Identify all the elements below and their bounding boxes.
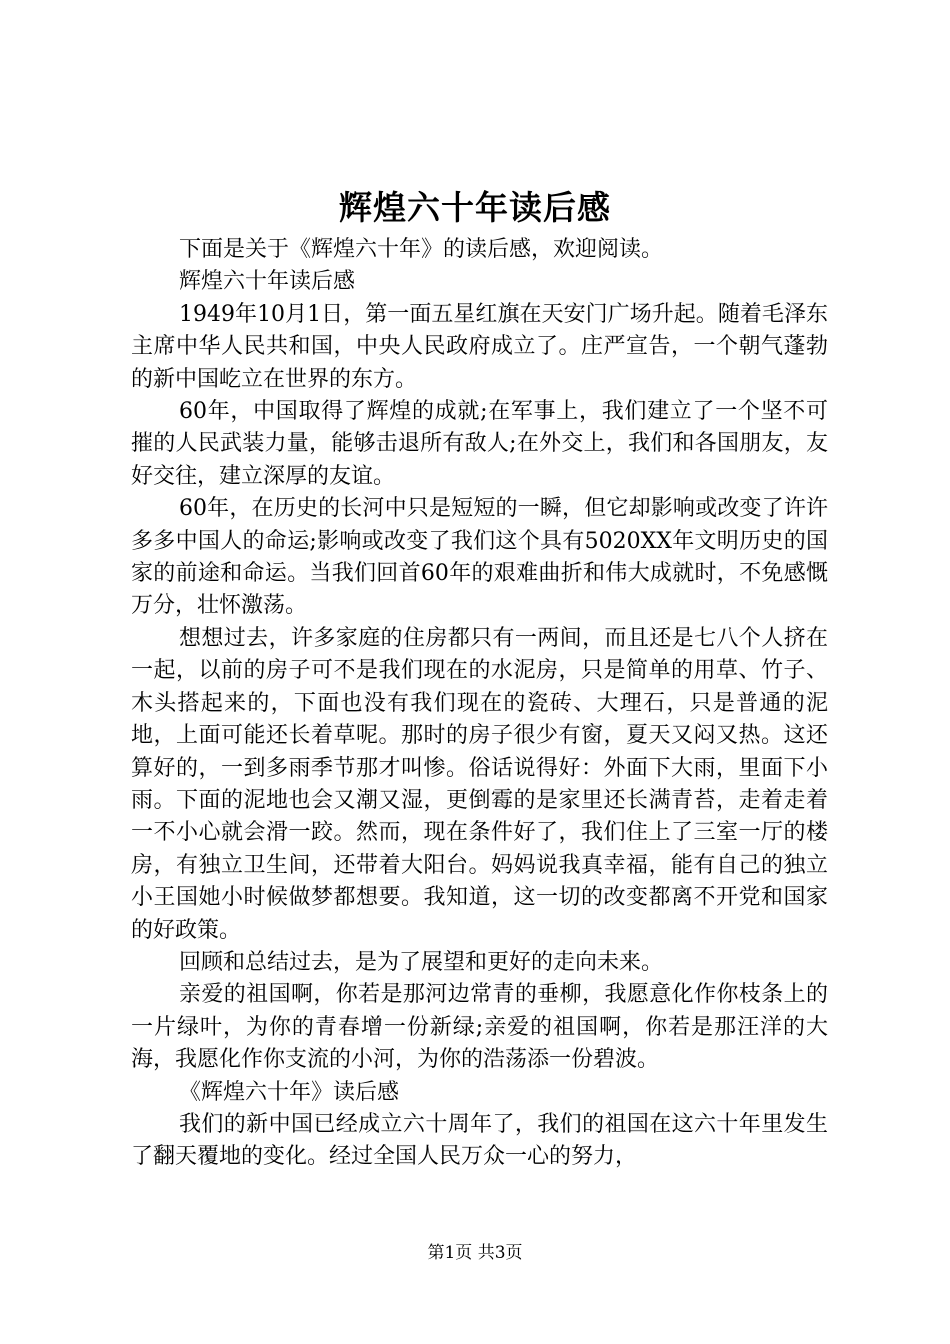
paragraph: 我们的新中国已经成立六十周年了，我们的祖国在这六十年里发生了翻天覆地的变化。经过全国人民万众一心的努力，: [131, 1111, 828, 1170]
paragraph-intro: 下面是关于《辉煌六十年》的读后感，欢迎阅读。: [179, 237, 664, 262]
section-heading: 《辉煌六十年》读后感: [179, 1079, 400, 1105]
paragraph: 1949年10月1日，第一面五星红旗在天安门广场升起。随着毛泽东主席中华人民共和国，中央人民政府成立了。庄严宣告，一个朝气蓬勃的新中国屹立在世界的东方。: [131, 301, 828, 392]
document-title: 辉煌六十年读后感: [339, 188, 611, 227]
paragraph: 60年，在历史的长河中只是短短的一瞬，但它却影响或改变了许许多多中国人的命运;影响或改变了我们这个具有5020XX年文明历史的国家的前途和命运。当我们回首60年的艰难曲折和伟大成就时，不免感慨万分，壮怀激荡。: [131, 496, 828, 619]
paragraph: 想想过去，许多家庭的住房都只有一两间，而且还是七八个人挤在一起，以前的房子可不是我们现在的水泥房，只是简单的用草、竹子、木头搭起来的，下面也没有我们现在的瓷砖、大理石，只是普通的泥地，上面可能还长着草呢。那时的房子很少有窗，夏天又闷又热。这还算好的，一到多雨季节那才叫惨。俗话说得好：外面下大雨，里面下小雨。下面的泥地也会又潮又湿，更倒霉的是家里还长满青苔，走着走着一不小心就会滑一跤。然而，现在条件好了，我们住上了三室一厅的楼房，有独立卫生间，还带着大阳台。妈妈说我真幸福，能有自己的独立小王国她小时候做梦都想要。我知道，这一切的改变都离不开党和国家的好政策。: [131, 625, 828, 943]
section-heading: 辉煌六十年读后感: [179, 269, 356, 295]
paragraph: 60年，中国取得了辉煌的成就;在军事上，我们建立了一个坚不可摧的人民武装力量，能够击退所有敌人;在外交上，我们和各国朋友，友好交往，建立深厚的友谊。: [131, 399, 828, 489]
page-footer: 第1页 共3页: [427, 1243, 523, 1263]
paragraph: 亲爱的祖国啊，你若是那河边常青的垂柳，我愿意化作你枝条上的一片绿叶，为你的青春增一份新绿;亲爱的祖国啊，你若是那汪洋的大海，我愿化作你支流的小河，为你的浩荡添一份碧波。: [131, 982, 828, 1073]
paragraph: 回顾和总结过去，是为了展望和更好的走向未来。: [179, 949, 664, 975]
document-body: [131, 234, 828, 1174]
